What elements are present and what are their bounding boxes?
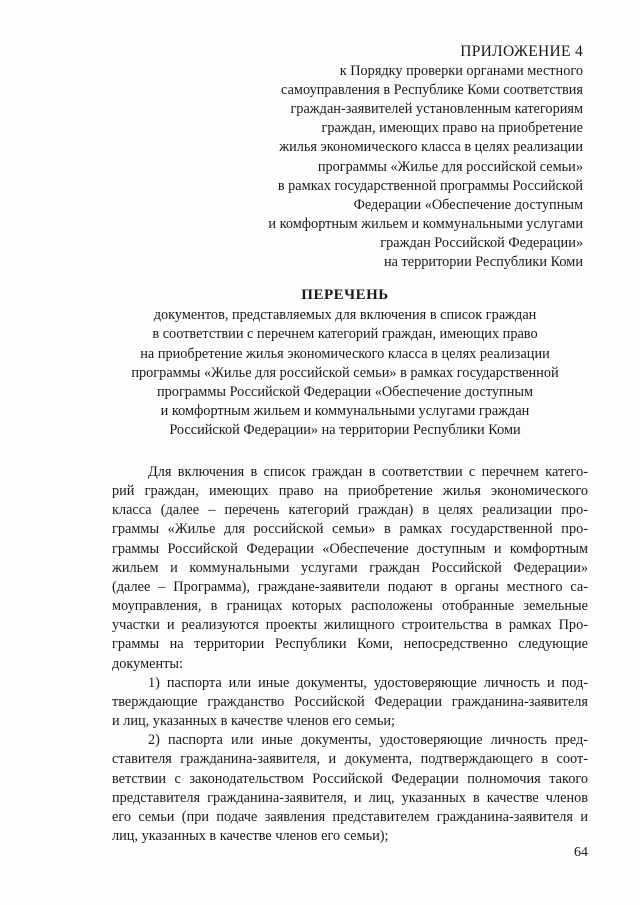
document-title-block	[100, 286, 590, 441]
page-number: 64	[574, 845, 588, 860]
body-line: граммы Российской Федерации «Обеспечение доступным и комфортным	[112, 540, 588, 557]
title-line: документов, представляемых для включения в список граждан	[153, 307, 537, 324]
body-line: ветствии с законодательством Российской Федерации полномочия такого	[112, 770, 588, 787]
body-line: и лиц, указанных в качестве членов его семьи;	[112, 713, 395, 730]
appendix-title: ПРИЛОЖЕНИЕ 4	[460, 43, 583, 60]
body-line: его семьи (при подаче заявления представителем гражданина-заявителя и	[112, 808, 588, 825]
body-line: тверждающие гражданство Российской Федерации гражданина-заявителя	[112, 693, 588, 710]
body-line: рий граждан, имеющих право на приобретение жилья экономического	[112, 483, 588, 500]
appendix-line: самоуправления в Республике Коми соответствия	[281, 82, 583, 99]
body-line: класса (далее – перечень категорий граждан) в целях реализации про-	[112, 502, 588, 519]
appendix-line: граждан, имеющих право на приобретение	[321, 120, 583, 137]
document-body	[112, 463, 588, 846]
appendix-line: граждан Российской Федерации»	[380, 234, 583, 251]
body-line: 1) паспорта или иные документы, удостоверяющие личность и под-	[148, 674, 588, 691]
appendix-line: на территории Республики Коми	[383, 254, 583, 271]
appendix-line: Федерации «Обеспечение доступным	[353, 196, 583, 213]
body-line: ставителя гражданина-заявителя, и документа, подтверждающего в соот-	[112, 751, 588, 768]
appendix-line: в рамках государственной программы Российской	[277, 177, 583, 194]
appendix-line: и комфортным жильем и коммунальными услугами	[268, 215, 583, 232]
body-line: Для включения в список граждан в соответствии с перечнем катего-	[148, 464, 588, 480]
document-heading: ПЕРЕЧЕНЬ	[301, 287, 389, 303]
title-line: программы Российской Федерации «Обеспечение доступным	[157, 384, 533, 401]
list-item-1	[112, 674, 588, 731]
body-line: лиц, указанных в качестве членов его семьи);	[112, 827, 389, 844]
body-line: моуправления, в границах которых расположены отобранные земельные	[112, 598, 588, 615]
appendix-line: граждан-заявителей установленным категориям	[290, 101, 583, 118]
body-line: документы:	[112, 655, 183, 672]
title-line: в соответствии с перечнем категорий граждан, имеющих право	[152, 326, 538, 343]
appendix-line: к Порядку проверки органами местного	[339, 63, 583, 80]
body-line: 2) паспорта или иные документы, удостоверяющие личность пред-	[148, 732, 588, 749]
title-line: Российской Федерации» на территории Республики Коми	[169, 422, 521, 439]
body-line: участки и реализуются проекты жилищного строительства в рамках Про-	[112, 617, 588, 634]
list-item-2	[112, 731, 588, 846]
appendix-header	[183, 42, 583, 272]
title-line: программы «Жилье для российской семьи» в рамках государственной	[131, 364, 559, 381]
title-line: и комфортным жильем и коммунальными услугами граждан	[160, 403, 530, 420]
body-line: представителя гражданина-заявителя, и лиц, указанных в качестве членов	[112, 789, 588, 806]
body-line: жильем и коммунальными услугами граждан Российской Федерации»	[112, 559, 588, 576]
appendix-line: жилья экономического класса в целях реализации	[279, 139, 583, 156]
body-line: (далее – Программа), граждане-заявители подают в органы местного са-	[112, 578, 588, 595]
appendix-line: программы «Жилье для российской семьи»	[317, 158, 583, 175]
title-line: на приобретение жилья экономического класса в целях реализации	[140, 345, 550, 362]
body-line: граммы на территории Республики Коми, непосредственно следующие	[112, 636, 588, 653]
body-line: граммы «Жилье для российской семьи» в рамках государственной про-	[112, 521, 588, 538]
intro-paragraph	[112, 463, 588, 674]
